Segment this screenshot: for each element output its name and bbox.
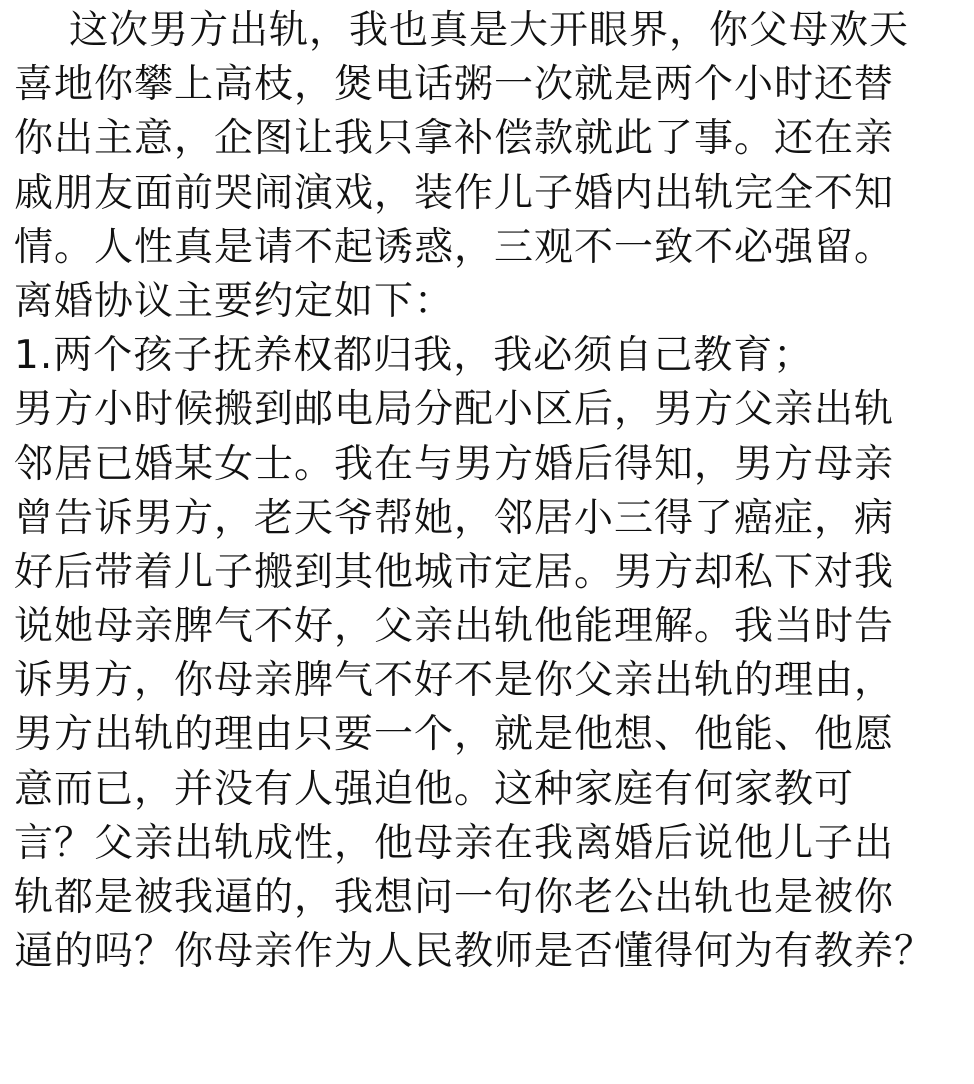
text-line: 言？父亲出轨成性，他母亲在我离婚后说他儿子出 xyxy=(14,820,895,866)
text-line: 离婚协议主要约定如下： xyxy=(14,278,455,324)
text-line: 逼的吗？你母亲作为人民教师是否懂得何为有教养？ xyxy=(14,929,935,975)
text-line: 轨都是被我逼的，我想问一句你老公出轨也是被你 xyxy=(14,875,895,920)
text-line: 好后带着儿子搬到其他城市定居。男方却私下对我 xyxy=(14,549,895,595)
text-line: 戚朋友面前哭闹演戏，装作儿子婚内出轨完全不知 xyxy=(14,170,895,216)
text-line: 喜地你攀上高枝，煲电话粥一次就是两个小时还替 xyxy=(14,62,895,108)
text-line: 1.两个孩子抚养权都归我，我必须自己教育； xyxy=(14,333,814,379)
text-line: 意而已，并没有人强迫他。这种家庭有何家教可 xyxy=(14,766,855,812)
text-line: 你出主意，企图让我只拿补偿款就此了事。还在亲 xyxy=(14,116,895,162)
text-line: 说她母亲脾气不好，父亲出轨他能理解。我当时告 xyxy=(14,604,895,650)
text-line: 邻居已婚某女士。我在与男方婚后得知，男方母亲 xyxy=(14,441,895,487)
article-text xyxy=(14,4,964,979)
text-line: 这次男方出轨，我也真是大开眼界，你父母欢天 xyxy=(69,8,910,53)
text-line: 曾告诉男方，老天爷帮她，邻居小三得了癌症，病 xyxy=(14,495,895,541)
text-line: 情。人性真是请不起诱惑，三观不一致不必强留。 xyxy=(14,224,895,270)
text-line: 男方小时候搬到邮电局分配小区后，男方父亲出轨 xyxy=(14,387,895,433)
text-line: 男方出轨的理由只要一个，就是他想、他能、他愿 xyxy=(14,712,895,758)
text-line: 诉男方，你母亲脾气不好不是你父亲出轨的理由， xyxy=(14,658,895,704)
